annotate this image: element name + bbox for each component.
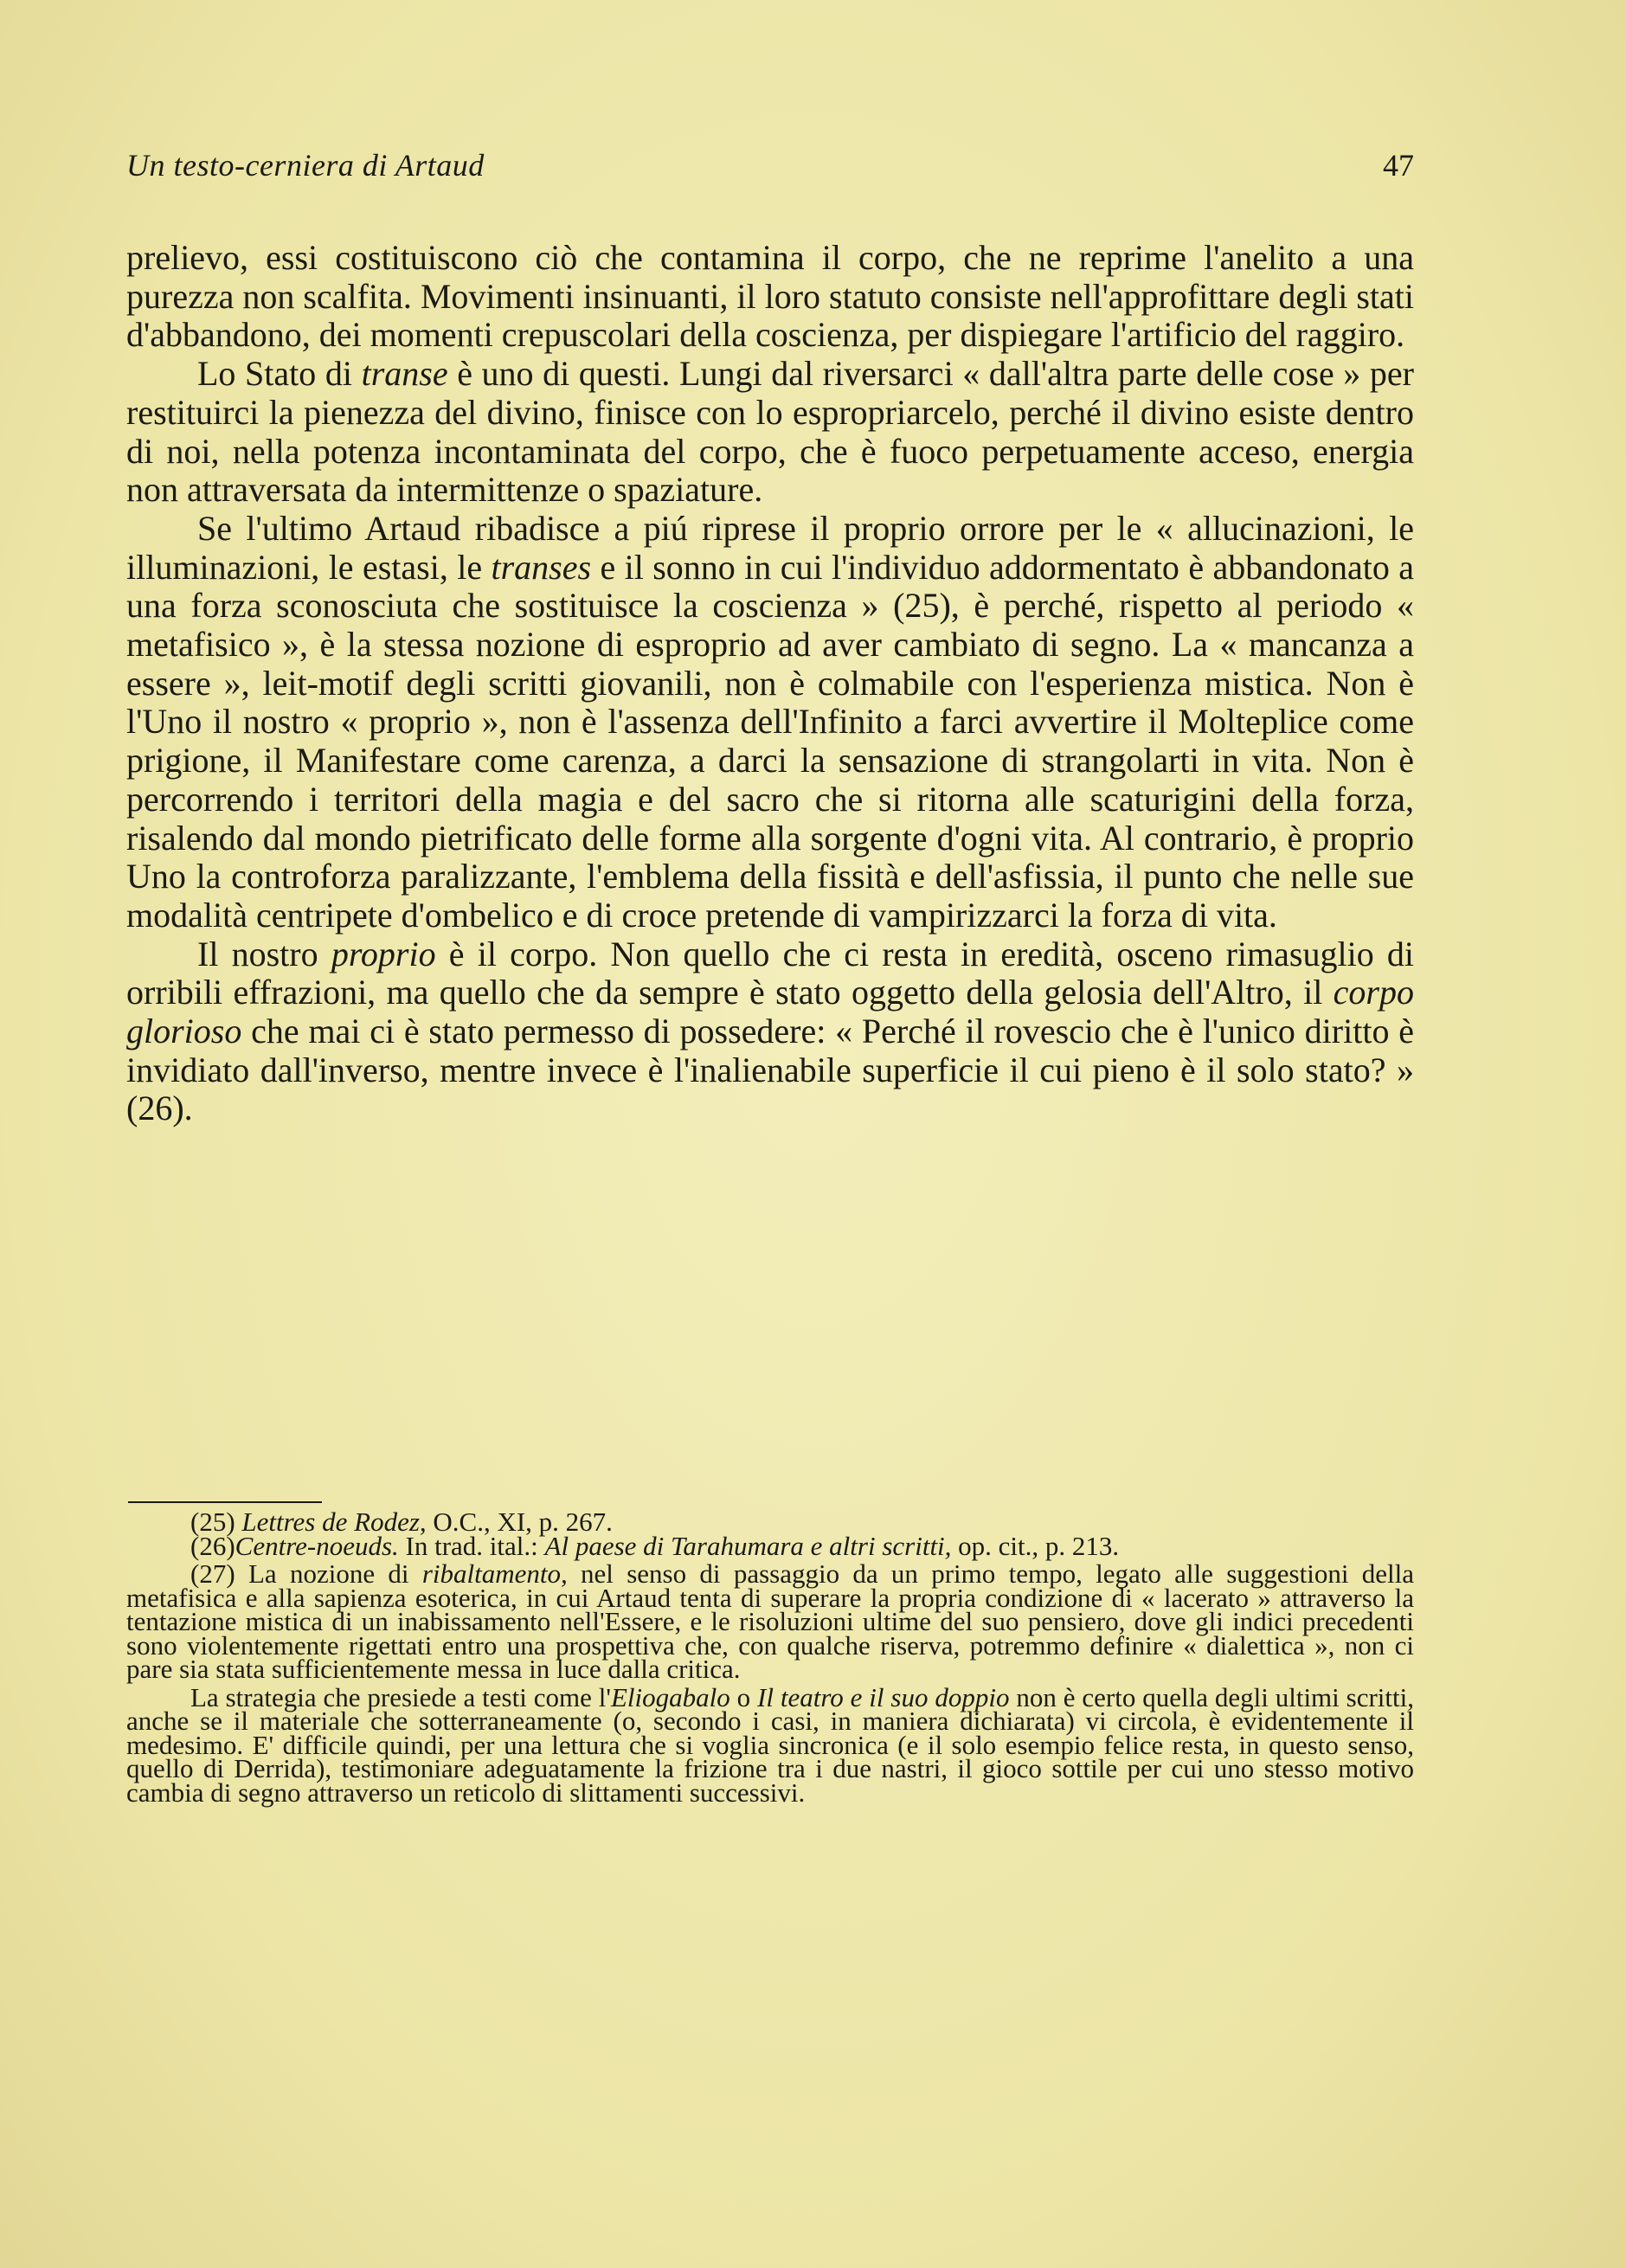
paragraph-4: Il nostro proprio è il corpo. Non quello che ci resta in eredità, osceno rimasuglio di orribili effrazioni, ma quello che da sempre è stato oggetto della gelosia dell'Altro, il corpo glorioso che mai ci è stato permesso di possedere: « Perché il rovescio che è l'unico diritto è invidiato dall'inverso, mentre invece è l'inalienabile superficie il cui pieno è il solo stato? » (26). — [126, 934, 1414, 1128]
footnotes — [126, 1507, 1415, 1808]
footnote-separator — [128, 1501, 322, 1503]
running-title: Un testo-cerniera di Artaud — [126, 148, 485, 183]
main-text — [126, 239, 1414, 1128]
page-number: 47 — [1383, 148, 1414, 183]
paragraph-2: Lo Stato di transe è uno di questi. Lungi dal riversarci « dall'altra parte delle cose » per restituirci la pienezza del divino, finisce con lo espropriarcelo, perché il divino esiste dentro di noi, nella potenza incontaminata del corpo, che è fuoco perpetuamente acceso, energia non attraversata da intermittenze o spaziature. — [126, 354, 1414, 510]
paragraph-3: Se l'ultimo Artaud ribadisce a piú riprese il proprio orrore per le « allucinazioni, le illuminazioni, le estasi, le transes e il sonno in cui l'individuo addormentato è abbandonato a una forza sconosciuta che sostituisce la coscienza » (25), è perché, rispetto al periodo « metafisico », è la stessa nozione di esproprio ad aver cambiato di segno. La « mancanza a essere », leit-motif degli scritti giovanili, non è colmabile con l'esperienza mistica. Non è l'Uno il nostro « proprio », non è l'assenza dell'Infinito a farci avvertire il Molteplice come prigione, il Manifestare come carenza, a darci la sensazione di strangolarti in vita. Non è percorrendo i territori della magia e del sacro che si ritorna alle scaturigini della forza, risalendo dal mondo pietrificato delle forme alla sorgente d'ogni vita. Al contrario, è proprio Uno la controforza paralizzante, l'emblema della fissità e dell'asfissia, il punto che nelle sue modalità centripete d'ombelico e di croce pretende di vampirizzarci la forza di vita. — [126, 508, 1414, 935]
footnote-26: (26)Centre-noeuds. In trad. ital.: Al paese di Tarahumara e altri scritti, op. cit., p. 213. — [190, 1530, 1120, 1561]
paragraph-1: prelievo, essi costituiscono ciò che contamina il corpo, che ne reprime l'anelito a una purezza non scalfita. Movimenti insinuanti, il loro statuto consiste nell'approfittare degli stati d'abbandono, dei momenti crepuscolari della coscienza, per dispiegare l'artificio del raggiro. — [126, 238, 1414, 355]
italic-term: proprio — [331, 934, 436, 973]
italic-term: transe — [361, 354, 448, 394]
italic-term: transes — [491, 547, 592, 587]
footnote-25: (25) Lettres de Rodez, O.C., XI, p. 267. — [190, 1507, 613, 1537]
running-head — [126, 143, 1414, 188]
footnote-27: (27) La nozione di ribaltamento, nel senso di passaggio da un primo tempo, legato alle suggestioni della metafisica e alla sapienza esoterica, in cui Artaud tenta di superare la propria condizione di « lacerato » attraverso la tentazione mistica di un inabissamento nell'Essere, e le risoluzioni ultime del suo pensiero, dove gli indici precedenti sono violentemente rigettati entro una prospettiva che, con qualche riserva, potremmo definire « dialettica », non ci pare sia stata sufficientemente messa in luce dalla critica. — [126, 1558, 1414, 1684]
footnote-27-continued: La strategia che presiede a testi come l'Eliogabalo o Il teatro e il suo doppio non è certo quella degli ultimi scritti, anche se il materiale che sotterraneamente (o, secondo i casi, in maniera dichiarata) vi circola, è evidentemente il medesimo. E' difficile quindi, per una lettura che si voglia sincronica (e il solo esempio felice resta, in questo senso, quello di Derrida), testimoniare adeguatamente la frizione tra i due nastri, il gioco sottile per cui uno stesso motivo cambia di segno attraverso un reticolo di slittamenti successivi. — [126, 1681, 1415, 1808]
italic-term: corpo glorioso — [126, 973, 1414, 1051]
